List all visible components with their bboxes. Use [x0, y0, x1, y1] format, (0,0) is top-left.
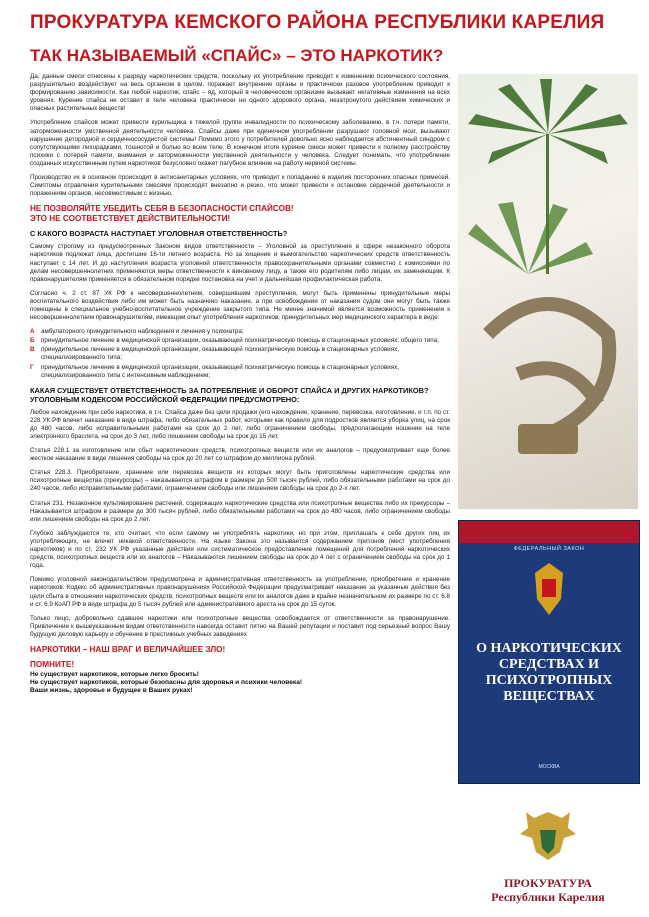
page-subtitle: ТАК НАЗЫВАЕМЫЙ «СПАЙС» – ЭТО НАРКОТИК? [30, 46, 444, 65]
paragraph: Статья 228.1 за изготовление или сбыт наркотических средств, психотропных веществ или их аналогов – предусматривает еще более жесткое наказание в виде лишения свободы на срок до 20 лет со штрафом до миллиона рублей. [30, 447, 450, 463]
book-title: О НАРКОТИЧЕСКИХ СРЕДСТВАХ И ПСИХОТРОПНЫХ ВЕЩЕСТВАХ [476, 641, 622, 704]
enemy-heading: НАРКОТИКИ – НАШ ВРАГ И ВЕЛИЧАЙШЕЕ ЗЛО! [30, 644, 226, 654]
main-text-column [30, 73, 450, 696]
paragraph: Любое нахождение при себе наркотика, в т.ч. Спайса даже без цели продажи (его нахождение, хранение, перевозка, изготовление, и т.п. по ст. 228 УК РФ влечет наказание в виде штрафа, либо обязательных работ, которыми как правило для подростков является уборка улиц, на срок до 480 часов, либо исправительными работами на срок до 2 лет, либо ограничением свободы, предполагающим ношение на теле электронного браслета, на срок до 3 лет, либо лишением свободы на срок до 15 лет. [30, 408, 450, 440]
list-text: амбулаторного принудительного наблюдения и лечения у психиатра; [41, 328, 244, 336]
measures-list [30, 328, 450, 380]
organization-name [458, 876, 638, 904]
list-letter: Б [30, 337, 35, 345]
page-title: ПРОКУРАТУРА КЕМСКОГО РАЙОНА РЕСПУБЛИКИ КАРЕЛИЯ [30, 12, 605, 33]
paragraph: Согласно ч. 2 ст. 87 УК РФ к несовершеннолетним, совершившим преступления, могут быть применены принудительные меры воспитательного воздействия либо им может быть назначено наказание, а при освобождении от наказания судом они могут быть также помещены в специальное учебно-воспитательное учреждение закрытого типа. Не менее значимой является возможность применения к несовершеннолетним правонарушителям, имеющим опыт употребления наркотиков, принудительных мер медицинского характера в виде: [30, 289, 450, 322]
paragraph: Да, данные смеси отнесены к разряду наркотических средств, поскольку их употребление приводит к изменению психического состояния, разрушительно воздействует на весь организм в целом, поражает внутренние органы и практически разовое употребление приводит к формированию зависимости. Как любой наркотик, спайс – яд, который в человеческом организме вызывает негативные изменения на всех уровнях. Курение спайса не оставит в теле человека практически ни одного здорового органа, незатронутого действием химических и опасных растительных веществ! [30, 73, 450, 113]
final-line-1: Не существует наркотиков, которые легко бросить! [30, 670, 199, 678]
coat-of-arms-icon [527, 559, 571, 619]
list-letter: А [30, 328, 35, 336]
section-heading-age: С КАКОГО ВОЗРАСТА НАСТУПАЕТ УГОЛОВНАЯ ОТВЕТСТВЕННОСТЬ? [30, 229, 288, 239]
list-letter: В [30, 346, 35, 354]
paragraph: Статья 228.3. Приобретение, хранение или перевозка веществ из которых могут быть приготовлены наркотические средства или психотропные вещества (прекурсоры) – наказываются штрафом в размере до 500 тысяч рублей, либо обязательными работами на срок до 240 часов, либо исправительными работами, ограничением свободы или лишением свободы на срок до 2-х лет. [30, 469, 450, 493]
list-item [30, 328, 450, 336]
cannabis-handcuffs-photo [458, 74, 638, 509]
paragraph: Производство их в основном происходит в антисанитарных условиях, что приводит к попаданию в изделия посторонних опасных примесей. Симптомы отравления курительными смесями происходят внезапно и резко, что может привести к остановке сердечной деятельности и поражениям органов, несовместимым с жизнью. [30, 174, 450, 198]
list-text: принудительное лечение в медицинской организации, оказывающей психиатрическую помощь в стационарных условиях, специализированного типа с интенсивным наблюдением; [41, 363, 400, 379]
list-item [30, 337, 450, 345]
prosecutor-emblem-icon [510, 808, 586, 872]
warning-heading [30, 204, 450, 224]
paragraph: Только лицо, добровольно сдавшее наркотики или психотропные вещества освобождается от ответственности за правонарушение. Привлечение к вышеуказанным видам ответственности навсегда оставит пятно на Вашей репутации и поставит под серьезный вопрос Вашу будущую деловую карьеру и обучение в престижных учебных заведениях [30, 614, 450, 638]
paragraph: Помимо уголовной законодательством предусмотрена и административная ответственность за употребление, приобретение и хранение наркотиков. Кодекс об административных правонарушениях Российской Федерации предусматривает наказание за указанные действия без цели сбыта в отношении наркотических средств, психотропных веществ или их аналогов даже в крайне незначительном их размере по ст. 6.8 и ст. 6.9 КоАП РФ в виде штрафа до 5 тысяч рублей или административного ареста на срок до 15 суток. [30, 576, 450, 608]
list-text: принудительное лечение в медицинской организации, оказывающей психиатрическую помощь в стационарных условиях, общего типа; [41, 337, 439, 345]
warning-line-2: ЭТО НЕ СООТВЕТСТВУЕТ ДЕЙСТВИТЕЛЬНОСТИ! [30, 214, 231, 224]
section-heading-liability: КАКАЯ СУЩЕСТВУЕТ ОТВЕТСТВЕННОСТЬ ЗА ПОТРЕБЛЕНИЕ И ОБОРОТ СПАЙСА И ДРУГИХ НАРКОТИКОВ? УГОЛОВНЫМ КОДЕКСОМ РОССИЙСКОЙ ФЕДЕРАЦИИ ПРЕДУСМОТРЕНО: [30, 385, 429, 404]
book-label: ФЕДЕРАЛЬНЫЙ ЗАКОН [513, 546, 585, 552]
remember-heading: ПОМНИТЕ! [30, 659, 75, 669]
final-line-3: Ваши жизнь, здоровье и будущее в Ваших руках! [30, 687, 193, 695]
list-item [30, 346, 450, 362]
cannabis-leaf-icon [458, 74, 638, 509]
paragraph: Статья 231. Незаконное культивирование растений, содержащих наркотические средства или психотропные вещества либо их прекурсоры – Наказывается штрафом в размере до 300 тысяч рублей, либо обязательными работами на срок до 480 часов, либо ограничением свободы или лишением свободы на срок до 2 лет. [30, 499, 450, 523]
list-item [30, 364, 450, 380]
org-line-2: Республики Карелия [491, 890, 605, 904]
list-letter: Г [30, 363, 34, 371]
paragraph: Самому строгому из предусмотренных Законом видов ответственности – Уголовной за преступления в сфере незаконного оборота наркотиков подлежат лица, достигшие 16-ти летнего возраста. Но за хищение и вымогательство наркотических средств ответственность наступает с 14 лет. И до наступления возраста уголовной ответственности правоохранительными органами совместно с комиссиями по делам несовершеннолетних применяются меры ответственности к виновному лицу, а также его родителям либо лицам, их заменяющим. К правонарушителям применяется в обязательном порядке постановка на учет и дальнейшая профилактическая работа. [30, 243, 450, 283]
paragraph: Употребление спайсов может привести курильщика к тяжелой группе инвалидности по психическому заболеванию, в т.ч. потери памяти, заторможенности умственной деятельности человека. Спайсы даже при единичном употреблении разрушают головной мозг, вызывают нарушение детородной и сердечнососудистой системы! Помимо этого у потребителей довольно ясно наблюдается абстинентный синдром с сопутствующими лихорадками, тошнотой и болью во всем теле. В конечном итоге курение смеси может привести к полному расстройству психики с потерей памяти, внимания и заторможенности умственной деятельности у человека. Следует понимать, что употребление созданных искусственным путем наркотиков безусловно окажет пагубное влияние на работу нервной системы. [30, 119, 450, 167]
warning-line-1: НЕ ПОЗВОЛЯЙТЕ УБЕДИТЬ СЕБЯ В БЕЗОПАСНОСТИ СПАЙСОВ! [30, 204, 294, 214]
paragraph: Глубоко заблуждаются те, кто считает, что если самому не употреблять наркотики, но при этом, приглашать к себе других лиц их употребляющих, не влечет никакой ответственности. На языке Закона это называется содержанием притонов (мест употребления наркотиков) и по ст. 232 УК РФ указанные действия или систематическое предоставление помещений для потребления наркотических средств, психотропных веществ или их аналогов – Наказываются лишением свободы на срок до 4 лет с ограничением свободы на срок до 1 года. [30, 529, 450, 570]
org-line-1: ПРОКУРАТУРА [504, 876, 592, 890]
federal-law-book-image [458, 520, 640, 784]
book-red-band [459, 521, 639, 543]
final-line-2: Не существует наркотиков, которые безопасны для здоровья и психики человека! [30, 679, 303, 687]
list-text: принудительное лечение в медицинской организации, оказывающей психиатрическую помощь в стационарных условиях, специализированного типа; [41, 346, 400, 362]
book-city: МОСКВА [538, 764, 560, 770]
